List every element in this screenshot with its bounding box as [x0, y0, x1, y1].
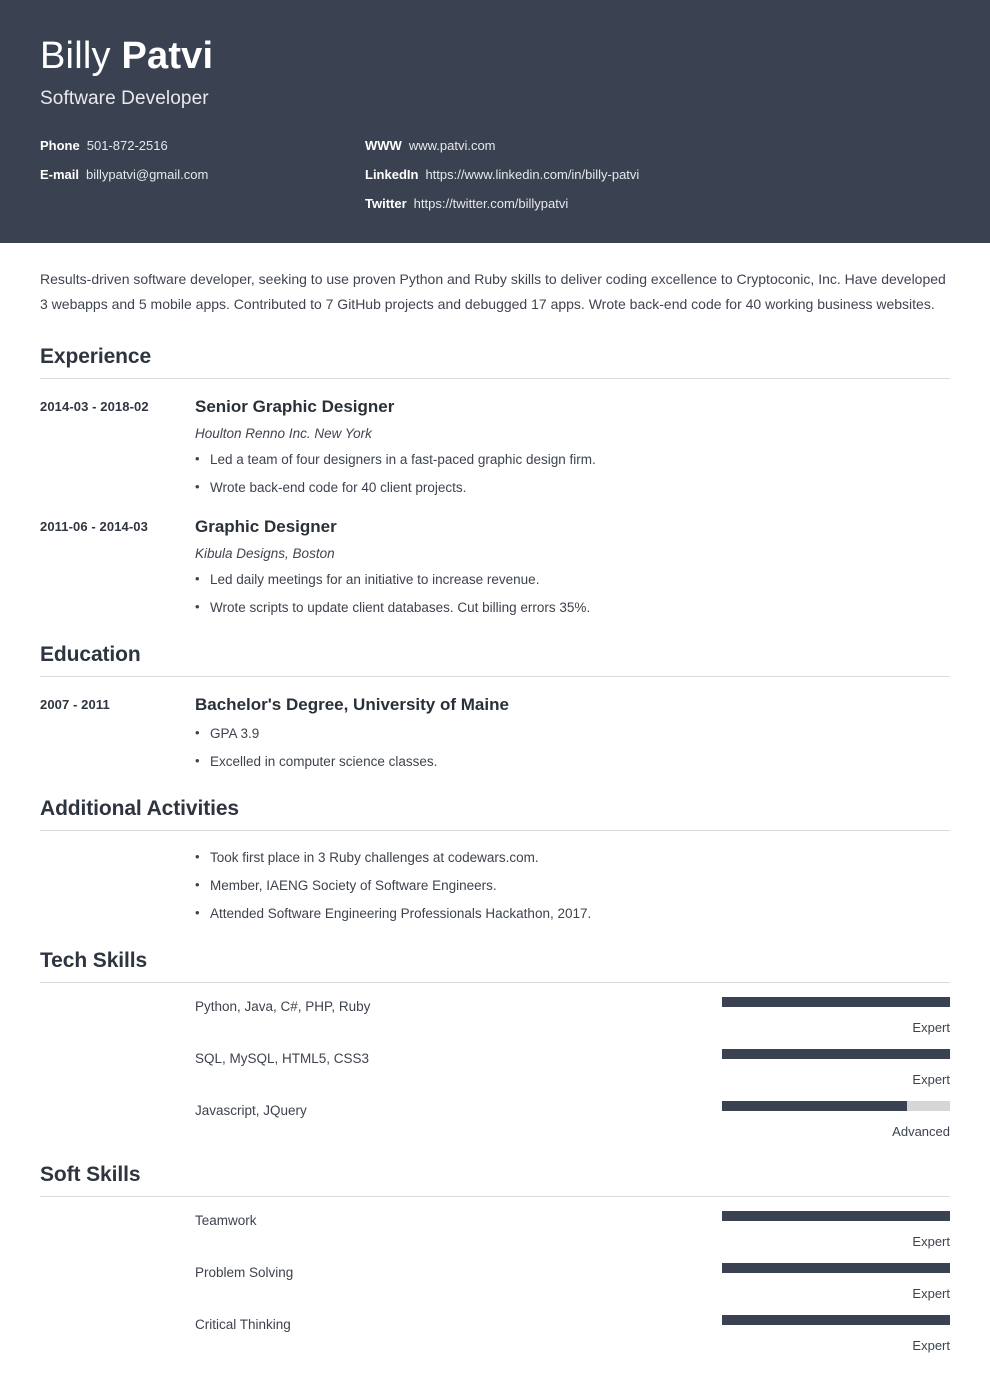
skill-row	[40, 1197, 950, 1249]
section-tech-skills	[40, 949, 950, 1139]
list-item: • Excelled in computer science classes.	[195, 752, 950, 773]
list-item: • Wrote back-end code for 40 client projects.	[195, 478, 950, 499]
list-item: • GPA 3.9	[195, 724, 950, 745]
entry-bullets	[195, 724, 950, 773]
skill-level: Advanced	[892, 1123, 950, 1139]
list-item: • Member, IAENG Society of Software Engineers.	[195, 876, 950, 897]
section-title-additional-activities: Additional Activities	[40, 797, 950, 831]
skill-bar	[722, 1263, 950, 1273]
section-additional-activities	[40, 797, 950, 925]
skill-bar	[722, 1101, 950, 1111]
contact-value-www[interactable]: www.patvi.com	[408, 137, 496, 153]
entry-body	[195, 396, 950, 499]
contact-row-phone	[40, 138, 365, 153]
section-title-education: Education	[40, 643, 950, 677]
list-item: • Led a team of four designers in a fast-paced graphic design firm.	[195, 450, 950, 471]
skill-row	[40, 983, 950, 1035]
list-item: • Attended Software Engineering Professionals Hackathon, 2017.	[195, 904, 950, 925]
skill-row	[40, 1301, 950, 1353]
skill-level: Expert	[912, 1337, 950, 1353]
list-item: • Wrote scripts to update client databases. Cut billing errors 35%.	[195, 598, 950, 619]
section-title-soft-skills: Soft Skills	[40, 1163, 950, 1197]
entry-bullets	[195, 450, 950, 499]
skill-level: Expert	[912, 1019, 950, 1035]
entry-title: Senior Graphic Designer	[195, 396, 395, 416]
contact-row-email	[40, 167, 365, 182]
skill-row	[40, 1035, 950, 1087]
entry-body	[195, 848, 950, 925]
experience-entry	[40, 379, 950, 499]
skill-row	[40, 1249, 950, 1301]
resume-header	[0, 0, 990, 243]
entry-subtitle: Kibula Designs, Boston	[195, 546, 335, 562]
skill-bar-fill	[722, 1263, 950, 1273]
skill-name: Javascript, JQuery	[195, 1102, 307, 1118]
contact-grid	[40, 138, 950, 211]
skill-meter	[722, 1049, 950, 1087]
skill-bar-fill	[722, 997, 950, 1007]
entry-body	[195, 694, 950, 773]
experience-entry	[40, 499, 950, 619]
list-item: • Took first place in 3 Ruby challenges at codewars.com.	[195, 848, 950, 869]
page-title	[40, 36, 950, 78]
skill-meter	[722, 1263, 950, 1301]
skill-level: Expert	[912, 1071, 950, 1087]
contact-label-twitter: Twitter	[365, 195, 407, 211]
skill-meter	[722, 1315, 950, 1353]
skill-bar-fill	[722, 1101, 907, 1111]
skill-bar-fill	[722, 1315, 950, 1325]
entry-date: 2007 - 2011	[40, 697, 110, 712]
skill-bar-fill	[722, 1211, 950, 1221]
resume-content	[0, 243, 990, 1353]
entry-bullets	[195, 848, 950, 925]
section-experience	[40, 345, 950, 619]
contact-label-phone: Phone	[40, 137, 80, 153]
skill-meter	[722, 1211, 950, 1249]
contact-column-left	[40, 138, 365, 182]
skill-name: Critical Thinking	[195, 1316, 291, 1332]
skill-name: SQL, MySQL, HTML5, CSS3	[195, 1050, 370, 1066]
contact-column-right	[365, 138, 950, 211]
section-title-tech-skills: Tech Skills	[40, 949, 950, 983]
list-item: • Led daily meetings for an initiative to increase revenue.	[195, 570, 950, 591]
skill-level: Expert	[912, 1285, 950, 1301]
contact-label-linkedin: LinkedIn	[365, 166, 419, 182]
skill-meter	[722, 997, 950, 1035]
section-title-experience: Experience	[40, 345, 950, 379]
skill-name: Python, Java, C#, PHP, Ruby	[195, 998, 371, 1014]
skill-bar-fill	[722, 1049, 950, 1059]
section-education	[40, 643, 950, 773]
contact-label-www: WWW	[365, 137, 402, 153]
skill-name: Teamwork	[195, 1212, 257, 1228]
job-title: Software Developer	[40, 87, 209, 109]
contact-value-email[interactable]: billypatvi@gmail.com	[86, 166, 209, 182]
contact-label-email: E-mail	[40, 166, 80, 182]
section-soft-skills	[40, 1163, 950, 1353]
entry-title: Graphic Designer	[195, 516, 337, 536]
skill-level: Expert	[912, 1233, 950, 1249]
skill-bar	[722, 1049, 950, 1059]
contact-value-phone[interactable]: 501-872-2516	[86, 137, 168, 153]
skill-name: Problem Solving	[195, 1264, 294, 1280]
last-name: Patvi	[121, 35, 214, 77]
entry-body	[195, 516, 950, 619]
skill-bar	[722, 997, 950, 1007]
contact-value-linkedin[interactable]: https://www.linkedin.com/in/billy-patvi	[425, 166, 640, 182]
contact-value-twitter[interactable]: https://twitter.com/billypatvi	[413, 195, 569, 211]
entry-date: 2014-03 - 2018-02	[40, 398, 149, 414]
contact-row-linkedin	[365, 167, 950, 182]
education-entry	[40, 677, 950, 773]
contact-row-www	[365, 138, 950, 153]
entry-subtitle: Houlton Renno Inc. New York	[195, 426, 372, 442]
skill-row	[40, 1087, 950, 1139]
contact-row-twitter	[365, 196, 950, 211]
first-name: Billy	[40, 35, 122, 77]
additional-activities-entry	[40, 831, 950, 925]
skill-meter	[722, 1101, 950, 1139]
entry-bullets	[195, 570, 950, 619]
skill-bar	[722, 1211, 950, 1221]
entry-date: 2011-06 - 2014-03	[40, 518, 148, 534]
skill-bar	[722, 1315, 950, 1325]
entry-title: Bachelor's Degree, University of Maine	[195, 695, 509, 714]
summary-paragraph: Results-driven software developer, seeking to use proven Python and Ruby skills to deliver coding excellence to Cryptoconic, Inc. Have developed 3 webapps and 5 mobile apps. Contributed to 7 GitHub projects and debugged 17 apps. Wrote back-end code for 40 working business websites.	[40, 271, 946, 312]
